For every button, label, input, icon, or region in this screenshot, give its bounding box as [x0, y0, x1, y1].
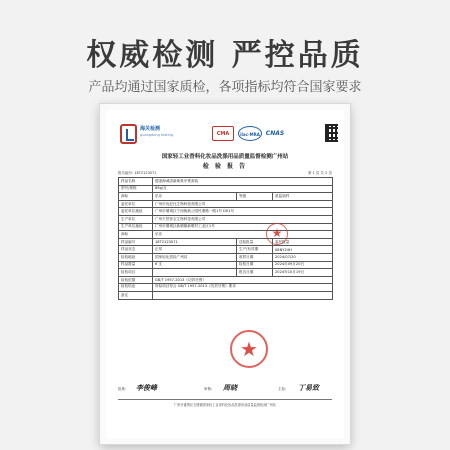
table-row	[119, 284, 333, 292]
table-row	[119, 253, 333, 261]
qr-code-icon	[325, 124, 338, 142]
field-label: 商标	[119, 231, 153, 239]
organization-name: 海关检测	[140, 126, 161, 132]
field-value: 国家轻化质检广州站	[153, 253, 237, 261]
signature: 周晓	[223, 383, 237, 392]
field-label: 收样日期	[237, 253, 273, 261]
field-label: 检验结论	[119, 284, 153, 292]
field-value	[153, 269, 237, 277]
cma-mark: CMA	[212, 126, 234, 141]
field-label: 型号/规格	[119, 185, 153, 193]
field-value: 乐乐	[153, 231, 333, 239]
table-row	[119, 261, 333, 269]
table-row	[119, 208, 333, 216]
field-label: 委托单位	[119, 200, 153, 208]
table-row	[119, 178, 333, 186]
document-footer: 广州市番禺区石楼镇国家轻工业香料化妆品洗涤用品质量监督检测广州站	[118, 399, 332, 407]
signature-row	[118, 383, 332, 395]
field-label: 委托单位地址	[119, 208, 153, 216]
logo-row	[120, 124, 338, 146]
ilac-mark: ilac-MRA	[238, 126, 262, 141]
table-row	[119, 193, 333, 201]
table-row	[119, 223, 333, 231]
field-value: 广州市优尼比生物科技有限公司	[153, 200, 333, 208]
field-value: 广州市增城区新塘镇新墩村工业区1号	[153, 223, 333, 231]
field-label: 样品数量	[119, 261, 153, 269]
report-table	[118, 177, 333, 300]
table-row	[119, 185, 333, 193]
field-label: 检验日期	[237, 261, 273, 269]
field-label: 样品状态	[119, 246, 153, 254]
subline: 产品均通过国家质检，各项指标均符合国家要求	[88, 80, 362, 95]
organization-logo-icon	[120, 124, 137, 144]
report-number: 报告编号: 18T2123071	[118, 171, 157, 175]
page-number: 第 1 页 共 2 页	[307, 171, 332, 175]
red-seal-stamp: ★	[266, 223, 288, 245]
table-row	[119, 246, 333, 254]
cnas-mark: CNAS	[265, 130, 285, 137]
field-label: 检验项目	[119, 269, 153, 277]
red-seal-stamp-large: ★	[230, 330, 268, 368]
field-label: 生产单位地址	[119, 223, 153, 231]
field-value: 广州市增城区宁西街新公园民康路一路1号 D01号	[153, 208, 333, 216]
headline: 权威检测 严控品质	[86, 38, 364, 73]
signature: 李俊峰	[136, 383, 157, 392]
field-value: 08NY24H	[273, 246, 333, 254]
signature-caption: 批准:	[118, 387, 127, 391]
table-row	[119, 276, 333, 284]
signature: 丁易致	[298, 383, 319, 392]
field-value: GB/T 1957-2013《功效牙膏》	[153, 276, 333, 284]
table-row	[119, 200, 333, 208]
field-label: 样品名称	[119, 178, 153, 186]
field-value: 质监抽样	[273, 193, 333, 201]
field-value: 广州天然侨宝生物科技有限公司	[153, 215, 333, 223]
field-label: 生产单位	[119, 215, 153, 223]
field-label: 报告日期	[237, 269, 273, 277]
field-value	[153, 291, 333, 299]
certificate-document	[112, 116, 338, 432]
field-label: 生产/有效期	[237, 246, 273, 254]
field-value: 89g/支	[153, 185, 333, 193]
signature-caption: 主检:	[278, 387, 287, 391]
signature-caption: 审核:	[204, 387, 213, 391]
table-row	[119, 269, 333, 277]
field-label: 检验地址	[119, 253, 153, 261]
field-label: 检验依据	[119, 276, 153, 284]
field-value: 德浪海诚清新焕爽牙膏套装	[153, 178, 333, 186]
field-value: 委托批量	[273, 238, 333, 246]
field-label: 送检批量	[237, 238, 273, 246]
field-value: 2024/07/20	[273, 253, 333, 261]
certificate-frame	[100, 104, 350, 444]
field-label: 商标	[119, 193, 153, 201]
field-value: 乐乐	[153, 193, 237, 201]
table-row	[119, 215, 333, 223]
table-row	[119, 291, 333, 299]
field-value: 正常	[153, 246, 237, 254]
field-value: 6 支	[153, 261, 237, 269]
field-value: 2024年09月20日	[273, 261, 333, 269]
field-value: 所检项目符合 GB/T 1957-2013《功效牙膏》要求	[153, 284, 333, 292]
table-row	[119, 238, 333, 246]
organization-name-en: guangdong testing	[140, 133, 174, 137]
table-row	[119, 231, 333, 239]
field-label: 等级	[237, 193, 273, 201]
field-value: 2024年10月19日	[273, 269, 333, 277]
field-label: 备注	[119, 291, 153, 299]
field-label: 样品编号	[119, 238, 153, 246]
field-value: 18T2123071	[153, 238, 237, 246]
document-title: 国家轻工业香料化妆品洗涤用品质量监督检测广州站	[161, 154, 289, 160]
document-subtitle: 检 验 报 告	[202, 163, 248, 170]
